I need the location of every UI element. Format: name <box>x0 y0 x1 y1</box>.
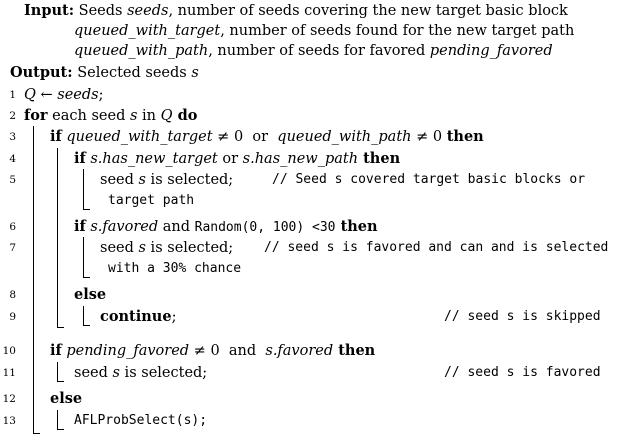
line-number: 8 <box>9 289 16 301</box>
keyword-if: if <box>74 218 86 235</box>
keyword-else: else <box>74 286 107 303</box>
output-label: Output: <box>10 64 73 81</box>
keyword-continue: continue <box>100 308 172 325</box>
input-text: , number of seeds found for the new target path <box>220 23 575 39</box>
code-text: ≠ 0 <box>411 129 447 145</box>
comment-continued: with a 30% chance <box>108 261 242 276</box>
line-number: 1 <box>9 89 16 101</box>
var-has-new-target: s.has_new_target <box>85 151 218 167</box>
code-text: ; <box>98 87 104 103</box>
var-q: Q <box>24 87 36 103</box>
input-line-1 <box>24 2 568 20</box>
code-text: is selected; <box>119 365 208 381</box>
line-number: 9 <box>9 311 16 323</box>
var-pending-favored: pending_favored <box>429 43 553 59</box>
comment: // Seed s covered target basic blocks or <box>272 172 586 187</box>
assign-arrow: ← <box>35 87 58 103</box>
comment: // seed s is favored <box>444 365 601 380</box>
block-rule-if3 <box>83 237 84 278</box>
line-number: 12 <box>2 393 16 405</box>
block-rule-else2-tick <box>57 429 64 430</box>
line-number: 6 <box>9 221 16 233</box>
code-line-5 <box>100 171 233 189</box>
code-text: ≠ 0 or <box>212 129 278 145</box>
keyword-then: then <box>358 150 401 167</box>
code-text: seed <box>74 365 113 381</box>
code-line-3 <box>50 128 484 146</box>
var-has-new-path: s.has_new_path <box>242 151 359 167</box>
code-line-11 <box>74 364 207 382</box>
keyword-if: if <box>74 150 86 167</box>
comment: // seed s is skipped <box>444 309 601 324</box>
var-favored: s.favored <box>85 219 159 235</box>
code-line-9 <box>100 308 176 326</box>
var-seeds: seeds <box>57 87 99 103</box>
block-rule-else2 <box>57 410 58 430</box>
input-line-3 <box>74 42 553 60</box>
output-text: Selected seeds <box>72 65 192 81</box>
block-rule-else1-tick <box>83 325 90 326</box>
line-number: 10 <box>2 345 16 357</box>
line-number: 2 <box>9 110 16 122</box>
input-text: , number of seeds for favored <box>208 43 430 59</box>
comment: // seed s is favored and can and is selected <box>264 240 609 255</box>
var-q: Q <box>160 108 173 124</box>
code-line-6 <box>74 218 378 237</box>
block-rule-if3-tick <box>83 277 90 278</box>
keyword-then: then <box>335 218 378 235</box>
code-text: ≠ 0 and <box>189 343 266 359</box>
input-line-2 <box>74 22 574 40</box>
comment-continued: target path <box>108 193 195 208</box>
var-s: s <box>191 65 199 81</box>
output-line <box>10 64 199 82</box>
code-line-4 <box>74 150 400 168</box>
var-pending-favored: pending_favored <box>61 343 190 359</box>
block-rule-for-tick <box>33 433 40 434</box>
input-label: Input: <box>24 2 75 19</box>
line-number: 5 <box>9 174 16 186</box>
var-s: s <box>129 108 138 124</box>
block-rule-if2 <box>83 169 84 210</box>
code-text: seed <box>100 172 139 188</box>
random-call: Random(0, 100) <30 <box>194 220 336 235</box>
keyword-else: else <box>50 390 83 407</box>
block-rule-if4-tick <box>57 381 64 382</box>
block-rule-if1-tick <box>57 327 64 328</box>
code-line-7 <box>100 239 233 257</box>
block-rule-if1 <box>57 148 58 328</box>
keyword-for: for <box>24 107 48 124</box>
line-number: 7 <box>9 242 16 254</box>
code-text: seed <box>100 240 139 256</box>
line-number: 11 <box>2 367 16 379</box>
var-s: s <box>138 172 146 188</box>
var-queued-with-path: queued_with_path <box>277 129 412 145</box>
var-queued-with-target: queued_with_target <box>74 23 221 39</box>
block-rule-else1 <box>83 306 84 326</box>
keyword-if: if <box>50 342 62 359</box>
keyword-then: then <box>333 342 376 359</box>
var-queued-with-path: queued_with_path <box>74 43 209 59</box>
code-line-1 <box>24 86 103 104</box>
keyword-if: if <box>50 128 62 145</box>
code-text: in <box>137 108 161 124</box>
code-line-2 <box>24 107 197 125</box>
code-text: or <box>217 151 243 167</box>
keyword-do: do <box>172 107 198 124</box>
var-seeds: seeds <box>127 3 169 19</box>
var-queued-with-target: queued_with_target <box>61 129 213 145</box>
block-rule-if2-tick <box>83 209 90 210</box>
block-rule-if4 <box>57 362 58 382</box>
var-favored: s.favored <box>265 343 334 359</box>
var-s: s <box>112 365 120 381</box>
line-number: 4 <box>9 153 16 165</box>
line-number: 13 <box>2 415 16 427</box>
block-rule-for <box>33 126 34 434</box>
keyword-then: then <box>446 128 484 145</box>
code-text: is selected; <box>145 240 234 256</box>
code-text: ; <box>171 309 177 325</box>
line-number: 3 <box>9 131 16 143</box>
code-text: is selected; <box>145 172 234 188</box>
afl-prob-select-call: AFLProbSelect(s); <box>74 413 208 428</box>
code-text: each seed <box>47 108 130 124</box>
code-text: and <box>158 219 195 235</box>
input-text: Seeds <box>74 3 128 19</box>
code-line-10 <box>50 342 375 360</box>
var-s: s <box>138 240 146 256</box>
input-text: , number of seeds covering the new target basic block <box>168 3 568 19</box>
